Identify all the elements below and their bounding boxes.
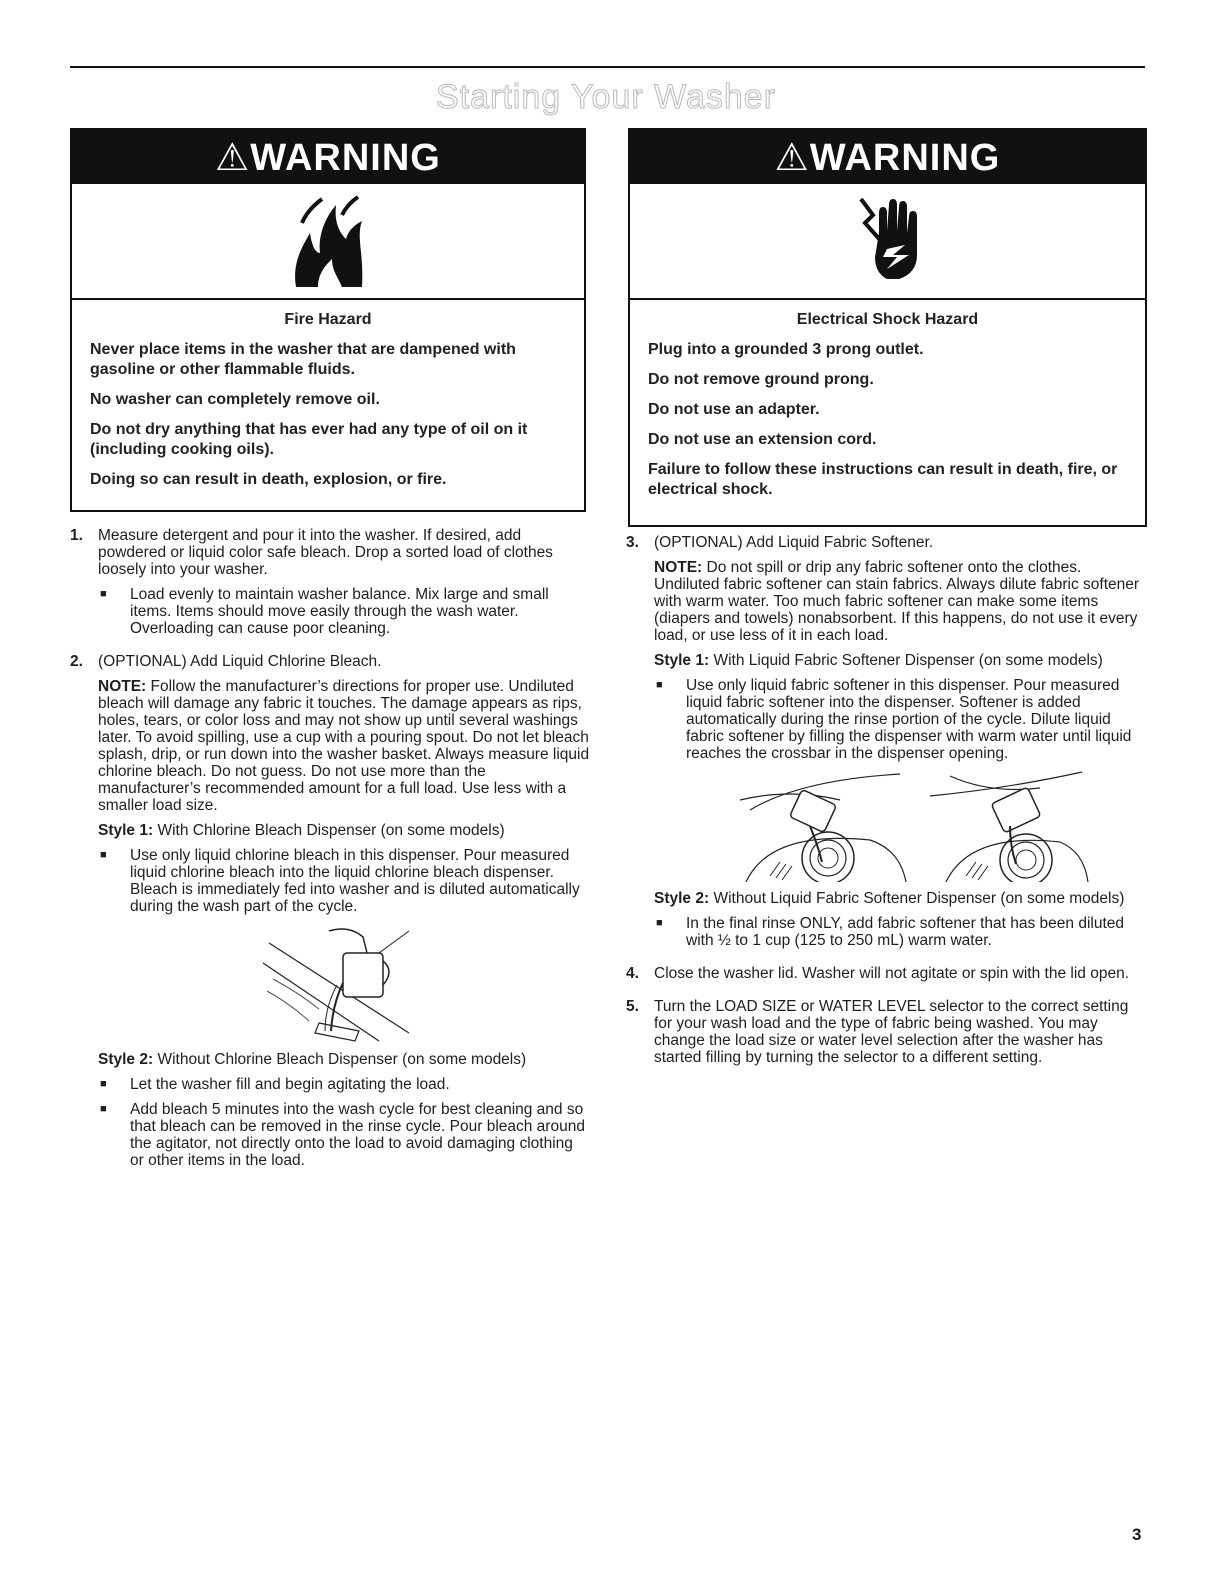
step-text: (OPTIONAL) Add Liquid Chlorine Bleach. (98, 653, 382, 670)
fire-warning-body (72, 300, 584, 490)
note-paragraph (98, 678, 590, 814)
warning-heading: ⚠WARNING (630, 130, 1145, 184)
note-text: Follow the manufacturer’s directions for proper use. Undiluted bleach will damage any fabric it touches. The damage appears as rips, holes, tears, or color loss and may not show up until several washings later. To avoid spilling, use a cup with a pouring spout. Do not let bleach splash, drip, or run down into the washer basket. Always measure liquid chlorine bleach. Do not guess. Do not use more than the manufacturer’s recommended amount for a full load. Use less with a smaller load size. (98, 678, 590, 814)
bullet-icon: ■ (100, 1078, 107, 1090)
step-number: 4. (626, 965, 639, 982)
style-1-heading (98, 822, 590, 839)
warning-line: Do not dry anything that has ever had any type of oil on it (including cooking oils). (90, 421, 528, 458)
note-label: NOTE: (98, 678, 147, 695)
list-item (654, 915, 1146, 949)
list-item (654, 677, 1146, 762)
step-text: Measure detergent and pour it into the washer. If desired, add powdered or liquid color safe bleach. Drop a sorted load of clothes loosely into your washer. (98, 527, 553, 578)
page-number: 3 (1132, 1525, 1142, 1544)
step-1 (70, 527, 590, 645)
bullet-icon: ■ (656, 679, 663, 691)
bullet-icon: ■ (100, 1103, 107, 1115)
note-paragraph (654, 559, 1146, 644)
style-text: With Liquid Fabric Softener Dispenser (on some models) (709, 652, 1103, 669)
step-5 (626, 998, 1146, 1074)
bullet-text: In the final rinse ONLY, add fabric softener that has been diluted with ½ to 1 cup (125 to 250 mL) warm water. (686, 915, 1125, 949)
warning-line: Do not remove ground prong. (648, 371, 874, 388)
warning-line: Plug into a grounded 3 prong outlet. (648, 341, 924, 358)
warning-line: Never place items in the washer that are dampened with gasoline or other flammable fluids. (90, 341, 516, 378)
bullet-icon: ■ (100, 849, 107, 861)
style-label: Style 1: (98, 822, 154, 839)
bleach-pour-illustration (259, 923, 429, 1043)
fire-warning-box (70, 128, 586, 512)
list-item (98, 1101, 590, 1169)
shock-warning-body (630, 300, 1145, 500)
style-label: Style 1: (654, 652, 710, 669)
style-text: Without Chlorine Bleach Dispenser (on some models) (153, 1051, 527, 1068)
style-text: Without Liquid Fabric Softener Dispenser (on some models) (709, 890, 1125, 907)
style-label: Style 2: (98, 1051, 154, 1068)
top-rule (70, 66, 1145, 68)
warning-heading: ⚠WARNING (72, 130, 584, 184)
list-item (98, 1076, 590, 1093)
step-number: 5. (626, 998, 639, 1015)
list-item (98, 847, 590, 915)
step-4 (626, 965, 1146, 990)
dispenser-pour-left (740, 774, 906, 882)
step-text: (OPTIONAL) Add Liquid Fabric Softener. (654, 534, 934, 551)
right-column (626, 534, 1146, 1082)
style-2-heading (98, 1051, 590, 1068)
style-text: With Chlorine Bleach Dispenser (on some models) (153, 822, 505, 839)
warning-line: No washer can completely remove oil. (90, 391, 380, 408)
shock-icon-area (630, 184, 1145, 300)
step-text: Close the washer lid. Washer will not agitate or spin with the lid open. (654, 965, 1129, 982)
page-title: Starting Your Washer (435, 78, 777, 116)
bullet-icon: ■ (656, 917, 663, 929)
step-number: 3. (626, 534, 639, 551)
warning-line: Failure to follow these instructions can result in death, fire, or electrical shock. (648, 461, 1118, 498)
hazard-title: Electrical Shock Hazard (796, 311, 979, 328)
step-text: Turn the LOAD SIZE or WATER LEVEL selector to the correct setting for your wash load and the type of fabric being washed. You may change the load size or water level selection after the washer has started filling by turning the selector to a different setting. (654, 998, 1129, 1066)
note-text: Do not spill or drip any fabric softener onto the clothes. Undiluted fabric softener can stain fabrics. Always dilute fabric softener with warm water. Too much fabric softener can make some items (diapers and towels) nonabsorbent. If this happens, do not use it every load, or use less of it in each load. (654, 559, 1140, 644)
warning-line: Doing so can result in death, explosion, or fire. (90, 471, 447, 488)
softener-dispenser-illustration (710, 770, 1090, 882)
step-2 (70, 653, 590, 1177)
shock-warning-box (628, 128, 1147, 527)
step-3 (626, 534, 1146, 957)
dispenser-pour-right (930, 772, 1088, 882)
bullet-text: Let the washer fill and begin agitating the load. (130, 1076, 450, 1093)
warning-line: Do not use an adapter. (648, 401, 820, 418)
note-label: NOTE: (654, 559, 703, 576)
bullet-text: Load evenly to maintain washer balance. Mix large and small items. Items should move easily through the wash water. Overloading can cause poor cleaning. (130, 586, 549, 637)
style-label: Style 2: (654, 890, 710, 907)
fire-icon-area (72, 184, 584, 300)
bullet-text: Add bleach 5 minutes into the wash cycle for best cleaning and so that bleach can be removed in the rinse cycle. Pour bleach around the agitator, not directly onto the load to avoid damaging clothing or other items in the load. (130, 1101, 585, 1169)
hazard-title: Fire Hazard (284, 311, 372, 328)
electrical-shock-icon (853, 193, 923, 289)
style-2-heading (654, 890, 1146, 907)
bullet-text: Use only liquid chlorine bleach in this dispenser. Pour measured liquid chlorine bleach into the liquid chlorine bleach dispenser. Bleach is immediately fed into washer and is diluted automatically during the wash part of the cycle. (130, 847, 580, 915)
step-number: 2. (70, 653, 83, 670)
step-number: 1. (70, 527, 83, 544)
bullet-icon: ■ (100, 588, 107, 600)
fire-icon (288, 193, 368, 289)
warning-line: Do not use an extension cord. (648, 431, 877, 448)
style-1-heading (654, 652, 1146, 669)
list-item (98, 586, 590, 637)
left-column (70, 527, 590, 1185)
bullet-text: Use only liquid fabric softener in this dispenser. Pour measured liquid fabric softener into the dispenser. Softener is added automatically during the rinse portion of the cycle. Dilute liquid fabric softener by filling the dispenser with warm water until liquid reaches the crossbar in the dispenser opening. (686, 677, 1132, 762)
